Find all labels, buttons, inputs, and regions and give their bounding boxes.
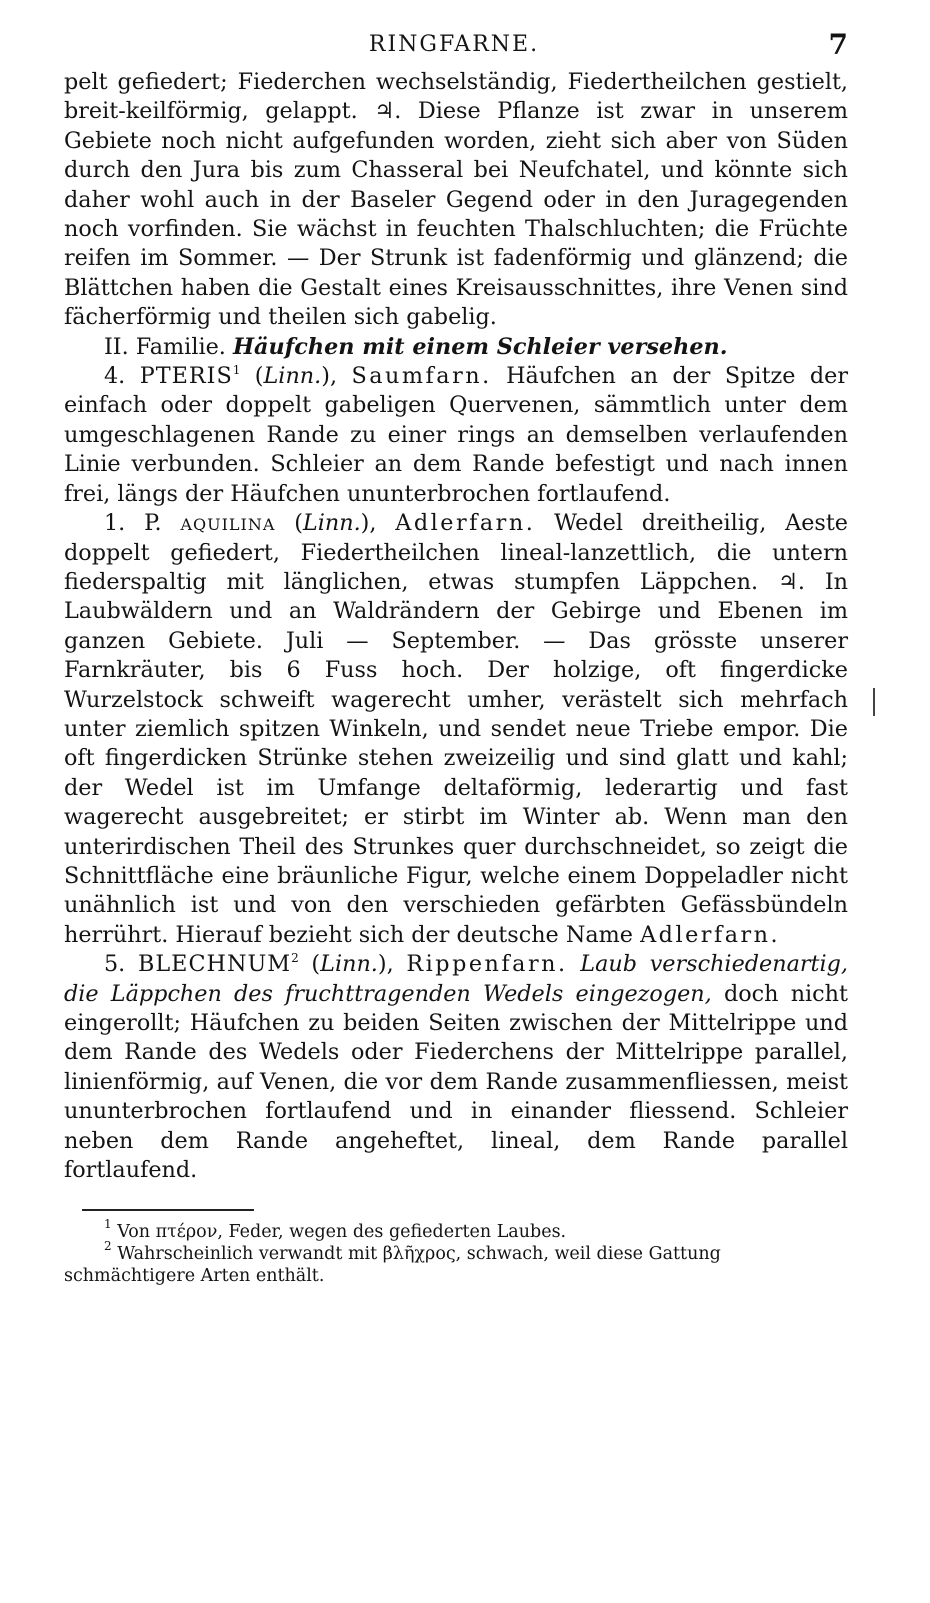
footnote-1-text: Von πτέρον, Feder, wegen des gefiederten Laubes. xyxy=(117,1222,567,1243)
footnote-1 xyxy=(64,1217,848,1243)
genus-name: BLECHNUM xyxy=(137,951,292,978)
footnote-2-mark: 2 xyxy=(104,1239,112,1254)
running-title: RINGFARNE. xyxy=(368,32,540,57)
footnote-divider xyxy=(82,1209,254,1211)
footnote-ref-2: 2 xyxy=(291,951,299,966)
species-name: aquilina xyxy=(180,510,276,537)
page-number: 7 xyxy=(828,28,848,61)
genus-name: PTERIS xyxy=(139,363,233,390)
genus-entry-pteris: 4. PTERIS$^1$ (Linn.), Saumfarn. Häufchen an der Spitze der einfach oder doppelt gabeligen Quervenen, sämmtlich unter dem umgeschlagenen Rande zu einer rings an demselben verlaufenden Linie verbunden. Schleier an dem Rande befestigt und nach innen frei, längs der Häufchen ununterbrochen fortlaufend. xyxy=(64,363,849,507)
species-entry-aquilina: 1. P. aquilina (Linn.), Adlerfarn. Wedel dreitheilig, Aeste doppelt gefiedert, Fiedertheilchen lineal-lanzettlich, die untern fiederspaltig mit länglichen, etwas stumpfen Läppchen. ♃. In Laubwäldern und an Waldrändern der Gebirge und Ebenen im ganzen Gebiete. Juli — September. — Das grösste unserer Farnkräuter, bis 6 Fuss hoch. Der holzige, oft fingerdicke Wurzelstock schweift wagerecht umher, verästelt sich mehrfach unter ziemlich spitzen Winkeln, und sendet neue Triebe empor. Die oft fingerdicken Strünke stehen zweizeilig und sind glatt und kahl; der Wedel ist im Umfange deltaförmig, lederartig und fast wagerecht ausgebreitet; er stirbt im Winter ab. Wenn man den unterirdischen Theil des Strunkes quer durchschneidet, so zeigt die Schnittfläche eine bräunliche Figur, welche einem Doppeladler nicht unähnlich ist und von den verschieden gefärbten Gefässbündeln herrührt. Hierauf bezieht sich der deutsche Name Adlerfarn. xyxy=(64,510,848,948)
genus-italic-description: Laub verschiedenartig, die Läppchen des fruchttragenden Wedels eingezogen, xyxy=(64,951,848,1007)
page-header xyxy=(60,28,848,68)
footnote-2-text: Wahrscheinlich verwandt mit βλῆχρος, schwach, weil diese Gattung schmächtigere Arten enthält. xyxy=(64,1244,721,1287)
footnote-2 xyxy=(64,1239,848,1287)
genus-description: doch nicht eingerollt; Häufchen zu beiden Seiten zwischen der Mittelrippe und dem Rande des Wedels oder Fiederchens der Mittelrippe parallel, linienförmig, auf Venen, die vor dem Rande zusammenfliessen, meist ununterbrochen fortlaufend und in einander fliessend. Schleier neben dem Rande angeheftet, lineal, dem Rande parallel fortlaufend. xyxy=(64,980,848,1184)
genus-common-name: Rippenfarn. xyxy=(406,951,568,978)
species-common-name-repeat: Adlerfarn. xyxy=(640,921,781,948)
genus-number: 5. xyxy=(104,951,126,978)
genus-entry-blechnum: 5. BLECHNUM$^2$ (Linn.), Rippenfarn. Laub verschiedenartig, die Läppchen des fruchttragenden Wedels eingezogen, doch nicht eingerollt; Häufchen zu beiden Seiten zwischen der Mittelrippe und dem Rande des Wedels oder Fiederchens der Mittelrippe parallel, linienförmig, auf Venen, die vor dem Rande zusammenfliessen, meist ununterbrochen fortlaufend und in einander fliessend. Schleier neben dem Rande angeheftet, lineal, dem Rande parallel fortlaufend. xyxy=(64,951,848,1184)
genus-authority: Linn. xyxy=(263,363,322,390)
continuation-text: pelt gefiedert; Fiederchen wechselständig, Fiedertheilchen gestielt, breit-keilförmig, gelappt. ♃. Diese Pflanze ist zwar in unserem Gebiete noch nicht aufgefunden worden, zieht sich aber von Süden durch den Jura bis zum Chasseral bei Neufchatel, und könnte sich daher wohl auch in der Baseler Gegend oder in den Juragegenden noch vorfinden. Sie wächst in feuchten Thalschluchten; die Früchte reifen im Sommer. — Der Strunk ist fadenförmig und glänzend; die Blättchen haben die Gestalt eines Kreisausschnittes, ihre Venen sind fächerförmig und theilen sich gabelig. xyxy=(64,69,848,331)
species-number: 1. P. xyxy=(104,510,162,537)
family-label: II. Familie. xyxy=(104,333,226,360)
footnotes xyxy=(48,1217,848,1287)
species-authority: Linn. xyxy=(302,510,361,537)
species-common-name: Adlerfarn. xyxy=(395,510,536,537)
main-text xyxy=(48,68,848,1185)
species-description: Wedel dreitheilig, Aeste doppelt gefiedert, Fiedertheilchen lineal-lanzettlich, die untern fiederspaltig mit länglichen, etwas stumpfen Läppchen. ♃. In Laubwäldern und an Waldrändern der Gebirge und Ebenen im ganzen Gebiete. Juli — September. — Das grösste unserer Farnkräuter, bis 6 Fuss hoch. Der holzige, oft fingerdicke Wurzelstock schweift wagerecht umher, verästelt sich mehrfach unter ziemlich spitzen Winkeln, und sendet neue Triebe empor. Die oft fingerdicken Strünke stehen zweizeilig und sind glatt und kahl; der Wedel ist im Umfange deltaförmig, lederartig und fast wagerecht ausgebreitet; er stirbt im Winter ab. Wenn man den unterirdischen Theil des Strunkes quer durchschneidet, so zeigt die Schnittfläche eine bräunliche Figur, welche einem Doppeladler nicht unähnlich ist und von den verschieden gefärbten Gefässbündeln herrührt. Hierauf bezieht sich der deutsche Name xyxy=(64,510,848,948)
footnote-ref-1: 1 xyxy=(232,363,241,378)
genus-common-name: Saumfarn. xyxy=(351,363,492,390)
margin-mark xyxy=(873,688,875,716)
family-heading xyxy=(64,333,848,362)
footnote-1-mark: 1 xyxy=(104,1217,112,1232)
family-description: Häufchen mit einem Schleier versehen. xyxy=(232,333,728,360)
paragraph-continuation xyxy=(64,68,848,333)
genus-description: Häufchen an der Spitze der einfach oder doppelt gabeligen Quervenen, sämmtlich unter dem umgeschlagenen Rande zu einer rings an demselben verlaufenden Linie verbunden. Schleier an dem Rande befestigt und nach innen frei, längs der Häufchen ununterbrochen fortlaufend. xyxy=(64,363,849,507)
genus-number: 4. xyxy=(104,363,126,390)
genus-authority: Linn. xyxy=(320,951,378,978)
